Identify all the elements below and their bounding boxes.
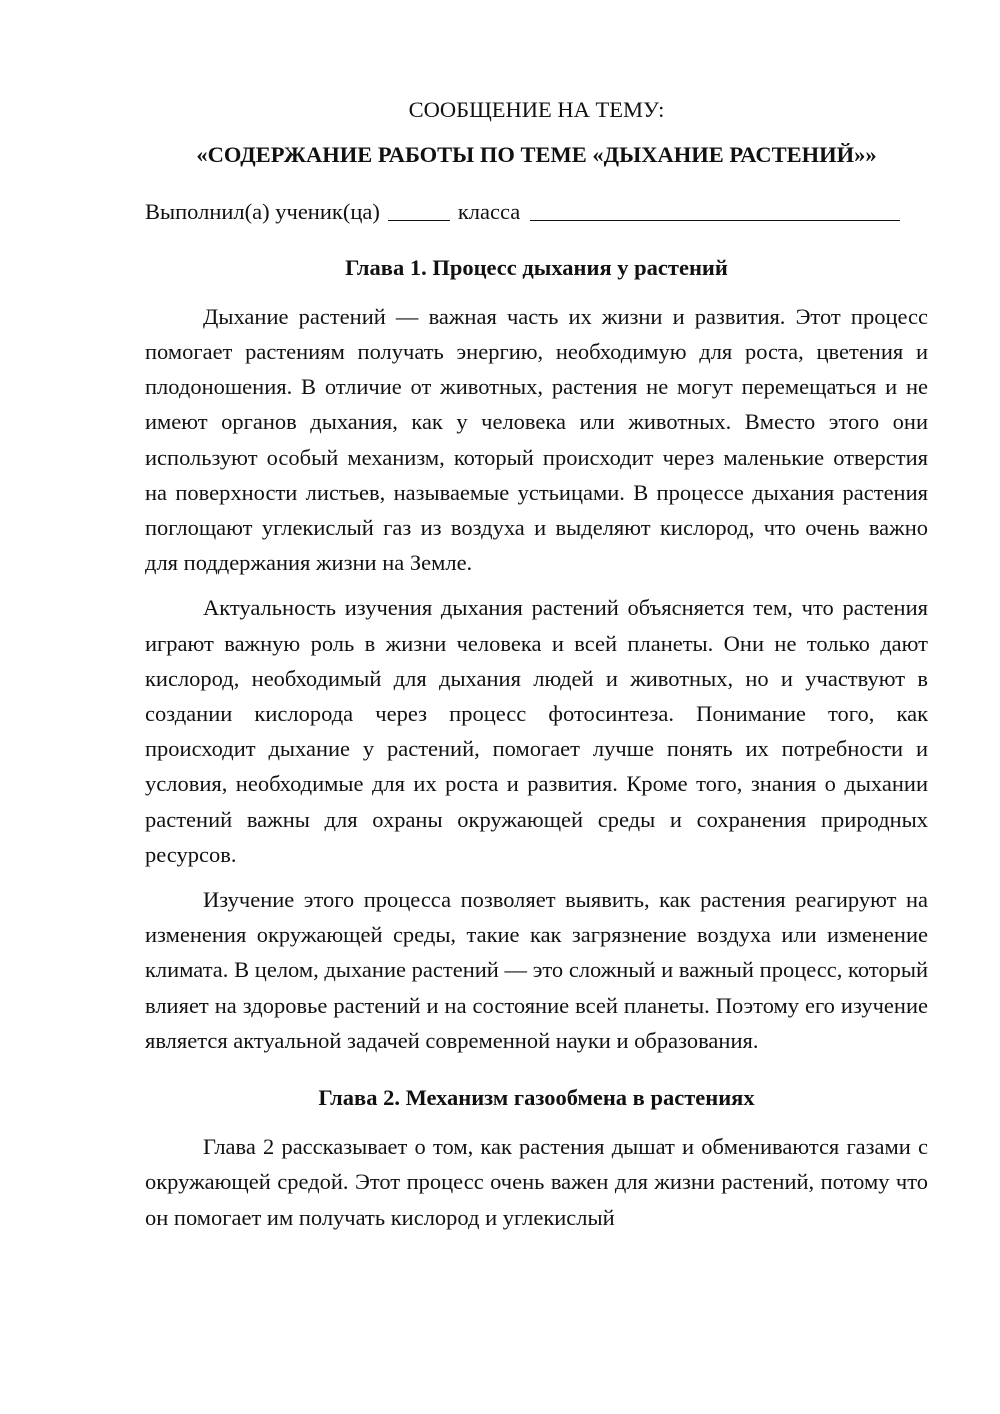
document-title-line-1: СООБЩЕНИЕ НА ТЕМУ: — [408, 97, 665, 122]
chapter-1-paragraph-2: Актуальность изучения дыхания растений объясняется тем, что растения играют важную роль в жизни человека и всей планеты. Они не только дают кислород, необходимый для дыхания людей и животных, но и участвуют в создании кислорода через процесс фотосинтеза. Понимание того, как происходит дыхание у растений, помогает лучше понять их потребности и условия, необходимые для их роста и развития. Кроме того, знания о дыхании растений важны для охраны окружающей среды и сохранения природных ресурсов. — [145, 595, 928, 867]
class-number-blank — [388, 196, 450, 221]
document-title-line-2: «СОДЕРЖАНИЕ РАБОТЫ ПО ТЕМЕ «ДЫХАНИЕ РАСТЕНИЙ»» — [196, 142, 877, 168]
performed-by-label: Выполнил(а) ученик(ца) — [145, 199, 380, 225]
class-label: класса — [457, 199, 521, 225]
chapter-2-heading: Глава 2. Механизм газообмена в растениях — [318, 1085, 755, 1111]
chapter-1-paragraph-1: Дыхание растений — важная часть их жизни и развития. Этот процесс помогает растениям получать энергию, необходимую для роста, цветения и плодоношения. В отличие от животных, растения не могут перемещаться и не имеют органов дыхания, как у человека или животных. Вместо этого они используют особый механизм, который происходит через маленькие отверстия на поверхности листьев, называемые устьицами. В процессе дыхания растения поглощают углекислый газ из воздуха и выделяют кислород, что очень важно для поддержания жизни на Земле. — [145, 303, 928, 576]
student-info-line — [145, 194, 928, 229]
chapter-1-paragraph-3: Изучение этого процесса позволяет выявить, как растения реагируют на изменения окружающей среды, такие как загрязнение воздуха или изменение климата. В целом, дыхание растений — это сложный и важный процесс, который влияет на здоровье растений и на состояние всей планеты. Поэтому его изучение является актуальной задачей современной науки и образования. — [145, 887, 928, 1053]
chapter-1-heading: Глава 1. Процесс дыхания у растений — [345, 254, 728, 280]
class-name-blank — [530, 196, 900, 221]
document-page — [145, 92, 928, 1235]
chapter-2-paragraph-1: Глава 2 рассказывает о том, как растения дышат и обмениваются газами с окружающей средой. Этот процесс очень важен для жизни растений, потому что он помогает им получать кислород и углекислый — [145, 1134, 928, 1230]
